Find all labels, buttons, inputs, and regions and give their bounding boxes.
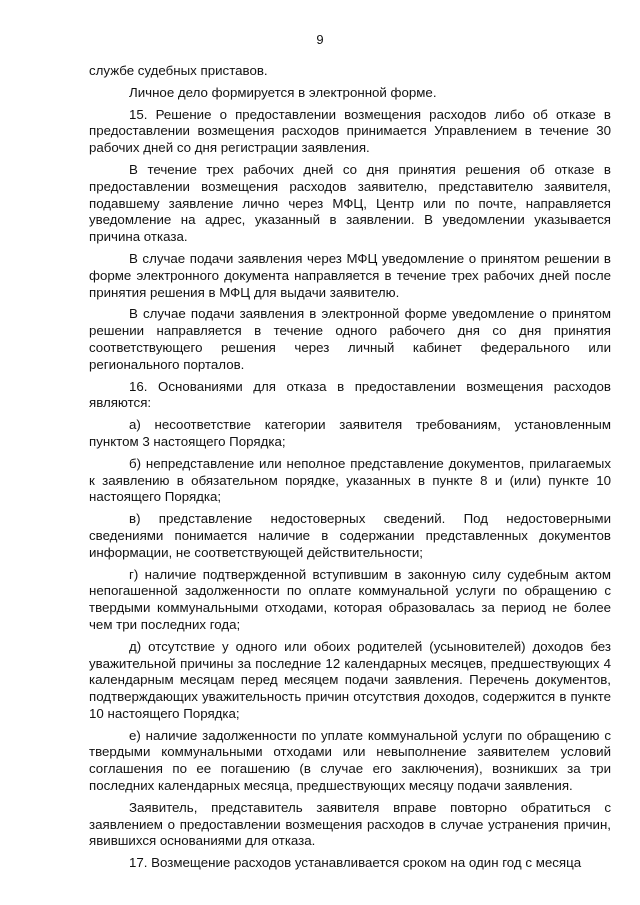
paragraph: В течение трех рабочих дней со дня принятия решения об отказе в предоставлении возмещения расходов заявителю, представителю заявителя, подавшему заявление лично через МФЦ, Центр или по почте, направляется уведомление на адрес, указанный в заявлении. В уведомлении указывается причина отказа. xyxy=(89,161,611,245)
list-item: в) представление недостоверных сведений. Под недостоверными сведениями понимается наличие в содержании представленных документов информации, не соответствующей действительности; xyxy=(89,511,611,560)
paragraph: В случае подачи заявления через МФЦ уведомление о принятом решении в форме электронного документа направляется в течение трех рабочих дней после принятия решения в МФЦ для выдачи заявителю. xyxy=(89,250,611,300)
paragraph: 16. Основаниями для отказа в предоставлении возмещения расходов являются: xyxy=(89,378,611,411)
list-item: б) непредставление или неполное представление документов, прилагаемых к заявлению в обязательном порядке, указанных в пункте 8 и (или) пункте 10 настоящего Порядка; xyxy=(89,455,611,505)
paragraph: службе судебных приставов. xyxy=(89,63,268,78)
page-number: 9 xyxy=(316,32,324,47)
document-body xyxy=(89,63,611,877)
paragraph: 17. Возмещение расходов устанавливается сроком на один год с месяца xyxy=(129,855,582,871)
list-item: г) наличие подтвержденной вступившим в законную силу судебным актом непогашенной задолженности по оплате коммунальной услуги по обращению с твердыми коммунальными отходами, которая образовалась за период не более чем три последних года; xyxy=(89,566,611,632)
list-item: а) несоответствие категории заявителя требованиям, установленным пунктом 3 настоящего Порядка; xyxy=(89,417,611,449)
paragraph: Заявитель, представитель заявителя вправе повторно обратиться с заявлением о предоставлении возмещения расходов в случае устранения причин, явившихся основаниями для отказа. xyxy=(89,799,611,849)
list-item: д) отсутствие у одного или обоих родителей (усыновителей) доходов без уважительной причины за последние 12 календарных месяцев, предшествующих 4 календарным месяцам перед месяцем подачи заявления. Перечень документов, подтверждающих уважительность причин отсутствия доходов, содержится в пункте 10 настоящего Порядка; xyxy=(89,638,611,721)
paragraph: Личное дело формируется в электронной форме. xyxy=(129,84,437,100)
paragraph: 15. Решение о предоставлении возмещения расходов либо об отказе в предоставлении возмещения расходов принимается Управлением в течение 30 рабочих дней со дня регистрации заявления. xyxy=(89,106,611,156)
paragraph: В случае подачи заявления в электронной форме уведомление о принятом решении направляется в течение одного рабочего дня со дня принятия соответствующего решения через личный кабинет федерального или регионального порталов. xyxy=(89,306,611,372)
list-item: е) наличие задолженности по уплате коммунальной услуги по обращению с твердыми коммунальными отходами или невыполнение заявителем условий соглашения по ее погашению (в случае его заключения), возникших за три последних календарных месяца, предшествующих месяцу подачи заявления. xyxy=(89,727,611,794)
